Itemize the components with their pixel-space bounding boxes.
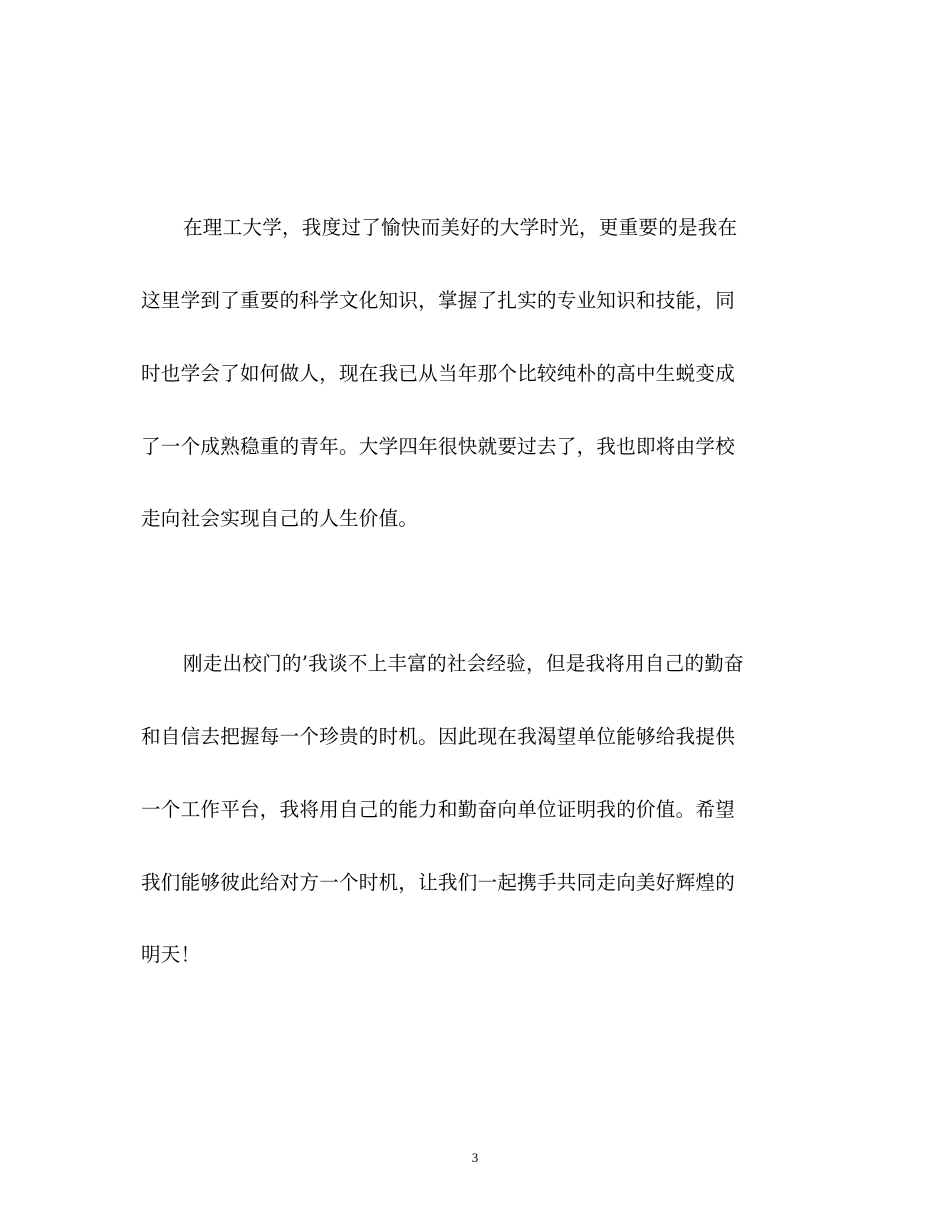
paragraph-line: 明天！ [141,943,201,966]
page-number: 3 [471,1150,479,1165]
paragraph-line: 了一个成熟稳重的青年。大学四年很快就要过去了，我也即将由学校 [141,435,736,458]
paragraph-line: 和自信去把握每一个珍贵的时机。因此现在我渴望单位能够给我提供 [141,725,736,748]
paragraph-line: 时也学会了如何做人，现在我已从当年那个比较纯朴的高中生蜕变成 [141,362,736,385]
paragraph-line: 在理工大学，我度过了愉快而美好的大学时光，更重要的是我在 [183,216,738,239]
paragraph-line: 我们能够彼此给对方一个时机，让我们一起携手共同走向美好辉煌的 [141,871,736,894]
paragraph-line: 这里学到了重要的科学文化知识，掌握了扎实的专业知识和技能，同 [141,289,736,312]
paragraph-line: 走向社会实现自己的人生价值。 [141,507,419,530]
paragraph-line: 一个工作平台，我将用自己的能力和勤奋向单位证明我的价值。希望 [141,798,736,821]
paragraph-line: 刚走出校门的’我谈不上丰富的社会经验，但是我将用自己的勤奋 [183,652,744,675]
